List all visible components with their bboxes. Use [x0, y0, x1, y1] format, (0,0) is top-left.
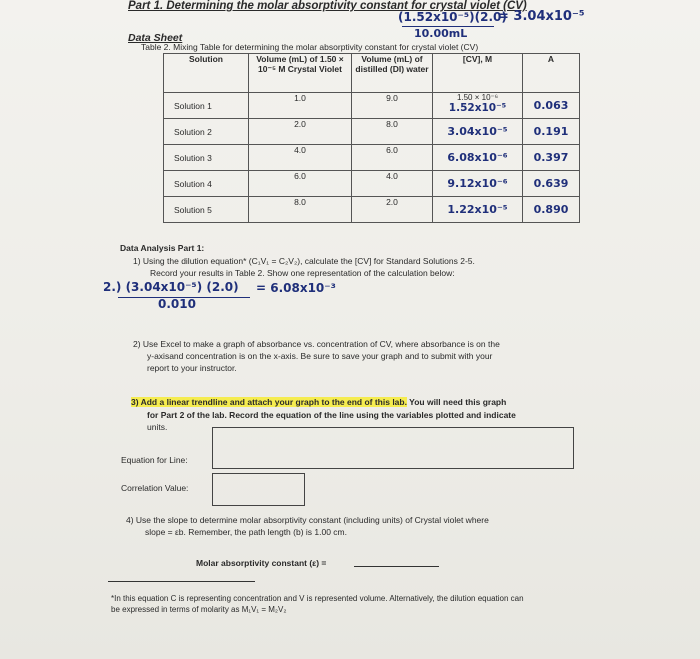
data-sheet-heading: Data Sheet	[128, 32, 183, 44]
question-3-line-1	[131, 396, 506, 408]
concentration-cell	[433, 93, 523, 119]
solution-cell: Solution 1	[164, 93, 249, 119]
handwritten-calc-numerator: (1.52x10⁻⁵)(2.0)	[398, 10, 507, 24]
col-header-absorbance: A	[523, 54, 580, 93]
question-4-line-1: 4) Use the slope to determine molar absorptivity constant (including units) of Crystal violet where	[126, 515, 489, 525]
handwritten-q1-result: = 6.08x10⁻³	[256, 281, 336, 295]
question-2-line-3: report to your instructor.	[147, 363, 237, 373]
table-header-row	[164, 54, 580, 93]
highlighted-instruction: 3) Add a linear trendline and attach your graph to the end of this lab.	[131, 397, 407, 407]
question-2-line-1: 2) Use Excel to make a graph of absorbance vs. concentration of CV, where absorbance is on the	[133, 339, 500, 349]
col-header-solution: Solution	[164, 54, 249, 93]
question-1-line-1: 1) Using the dilution equation* (C₁V₁ = C₂V₂), calculate the [CV] for Standard Solutions 2-5.	[133, 256, 475, 266]
solution-cell: Solution 3	[164, 145, 249, 171]
footnote-divider	[108, 581, 255, 582]
concentration-cell: 1.22x10⁻⁵	[433, 197, 523, 223]
table-row	[164, 171, 580, 197]
cv-volume-cell: 8.0	[249, 197, 352, 223]
part-title: Part 1. Determining the molar absorptivity constant for crystal violet (CV)	[128, 0, 527, 12]
footnote-line-1: *In this equation C is representing concentration and V is represented volume. Alternatively, the dilution equation can	[111, 594, 524, 603]
concentration-cell: 6.08x10⁻⁶	[433, 145, 523, 171]
analysis-heading: Data Analysis Part 1:	[120, 243, 205, 253]
question-1-line-2: Record your results in Table 2. Show one representation of the calculation below:	[150, 268, 455, 278]
cv-volume-cell: 1.0	[249, 93, 352, 119]
absorbance-cell: 0.890	[523, 197, 580, 223]
equation-label: Equation for Line:	[121, 455, 188, 465]
table-row	[164, 197, 580, 223]
molar-absorptivity-blank[interactable]	[354, 566, 439, 567]
handwritten-q1-numerator: 2.) (3.04x10⁻⁵) (2.0)	[103, 280, 239, 294]
handwritten-concentration: 1.52x10⁻⁵	[448, 102, 507, 114]
absorbance-cell: 0.191	[523, 119, 580, 145]
absorbance-cell: 0.063	[523, 93, 580, 119]
solution-cell: Solution 4	[164, 171, 249, 197]
correlation-label: Correlation Value:	[121, 483, 189, 493]
water-volume-cell: 4.0	[352, 171, 433, 197]
table-row	[164, 119, 580, 145]
cv-volume-cell: 6.0	[249, 171, 352, 197]
question-3-line-1-rest: You will need this graph	[406, 397, 507, 407]
cv-volume-cell: 2.0	[249, 119, 352, 145]
concentration-cell: 9.12x10⁻⁶	[433, 171, 523, 197]
absorbance-cell: 0.639	[523, 171, 580, 197]
table-row	[164, 145, 580, 171]
cv-volume-cell: 4.0	[249, 145, 352, 171]
molar-absorptivity-label: Molar absorptivity constant (ε) =	[196, 558, 327, 568]
equation-input-box[interactable]	[212, 427, 574, 469]
handwritten-calc-denominator: 10.00mL	[414, 27, 468, 40]
water-volume-cell: 9.0	[352, 93, 433, 119]
col-header-concentration: [CV], M	[433, 54, 523, 93]
question-2-line-2: y-axisand concentration is on the x-axis. Be sure to save your graph and to submit with your	[147, 351, 493, 361]
col-header-cv-volume: Volume (mL) of 1.50 × 10⁻⁵ M Crystal Violet	[249, 54, 352, 93]
col-header-water-volume: Volume (mL) of distilled (DI) water	[352, 54, 433, 93]
solution-cell: Solution 2	[164, 119, 249, 145]
question-4-line-2: slope = εb. Remember, the path length (b) is 1.00 cm.	[145, 527, 347, 537]
absorbance-cell: 0.397	[523, 145, 580, 171]
water-volume-cell: 6.0	[352, 145, 433, 171]
correlation-input-box[interactable]	[212, 473, 305, 506]
water-volume-cell: 2.0	[352, 197, 433, 223]
solution-cell: Solution 5	[164, 197, 249, 223]
handwritten-calc-result: = 3.04x10⁻⁵	[498, 9, 585, 24]
question-3-line-3: units.	[147, 422, 168, 432]
water-volume-cell: 8.0	[352, 119, 433, 145]
table-row	[164, 93, 580, 119]
footnote-line-2: be expressed in terms of molarity as M₁V₁ = M₂V₂	[111, 605, 287, 614]
mixing-table	[163, 53, 580, 223]
handwritten-q1-denominator: 0.010	[158, 297, 196, 311]
printed-concentration: 1.50 × 10⁻⁶	[456, 93, 499, 102]
table-caption: Table 2. Mixing Table for determining the molar absorptivity constant for crystal violet (CV)	[141, 42, 479, 52]
concentration-cell: 3.04x10⁻⁵	[433, 119, 523, 145]
question-3-line-2: for Part 2 of the lab. Record the equation of the line using the variables plotted and indicate	[147, 410, 516, 420]
